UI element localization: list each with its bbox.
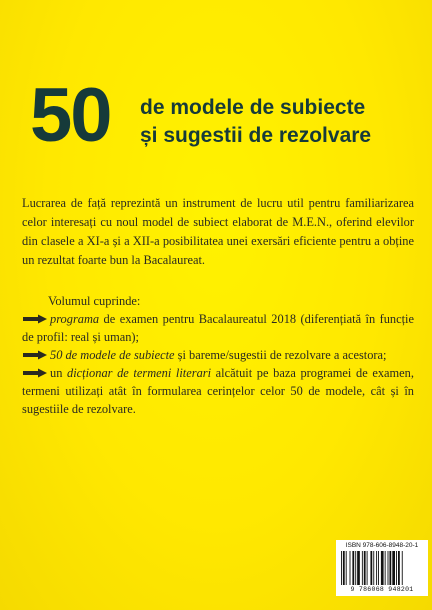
- item-emphasis: dicționar de termeni literari: [67, 366, 212, 380]
- contents-item: [22, 346, 414, 364]
- title-number: 50: [30, 73, 111, 158]
- arrow-bullet-icon: [22, 368, 48, 378]
- contents-item: [22, 310, 414, 346]
- arrow-bullet-icon: [22, 350, 48, 360]
- isbn-text: ISBN 978-606-8948-20-1: [345, 542, 419, 549]
- item-emphasis: programa: [50, 312, 100, 326]
- title-line-2: și sugestii de rezolvare: [140, 124, 372, 147]
- title-line-1: de modele de subiecte: [140, 96, 366, 119]
- item-text: și bareme/sugestii de rezolvare a acestora;: [174, 348, 387, 362]
- barcode-digits: 9 786068 948201: [350, 586, 414, 593]
- contents-item: [22, 364, 414, 418]
- item-prefix: un: [50, 366, 68, 380]
- contents-section: [22, 292, 414, 418]
- isbn-barcode: [336, 540, 428, 596]
- item-text: alcătuit pe baza programei de examen, termeni utilizați atât în formularea cerințelor celor 50 de modele, cât și în sugestiile de rezolvare.: [22, 366, 414, 416]
- item-emphasis: 50 de modele de subiecte: [50, 348, 175, 362]
- contents-heading: Volumul cuprinde:: [48, 294, 141, 308]
- item-text: de examen pentru Bacalaureatul 2018 (diferențiată în funcție de profil: real și uman);: [22, 312, 414, 344]
- arrow-bullet-icon: [22, 314, 48, 324]
- barcode-bars: [341, 551, 423, 585]
- intro-paragraph: Lucrarea de față reprezintă un instrument de lucru util pentru familiarizarea celor interesați cu noul model de subiect elaborat de M.E.N., oferind elevilor din clasele a XI-a și a XII-a posibilitatea unei exersări eficiente pentru a obține un rezultat foarte bun la Bacalaureat.: [22, 196, 414, 267]
